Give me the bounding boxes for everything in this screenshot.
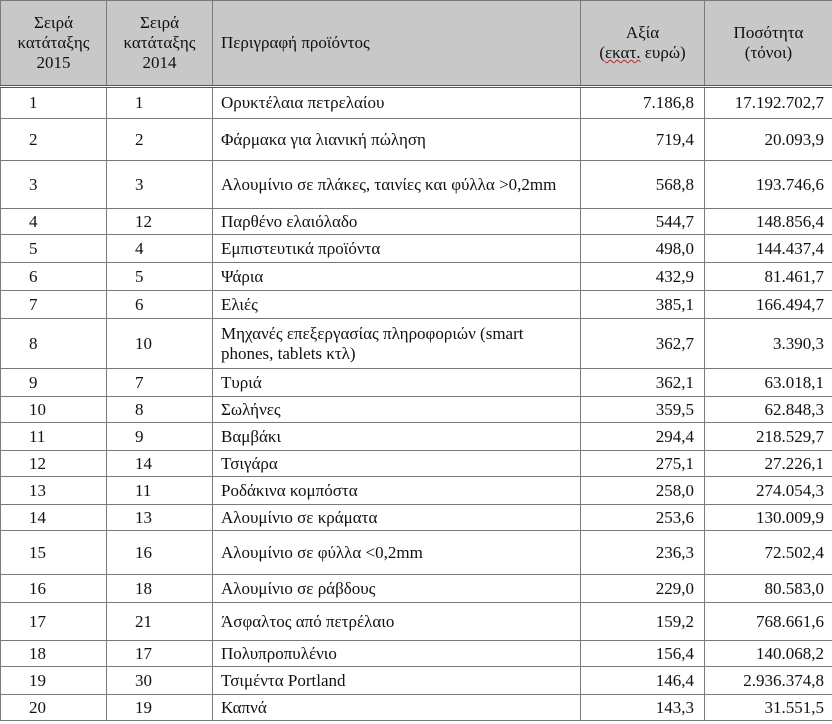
quantity-cell: 274.054,3 bbox=[705, 477, 832, 505]
table-row bbox=[1, 161, 832, 209]
rank-2014-cell: 14 bbox=[107, 451, 213, 477]
rank-2015-cell: 2 bbox=[1, 119, 107, 161]
header-value: Αξία (εκατ. ευρώ) bbox=[581, 1, 705, 87]
quantity-cell: 193.746,6 bbox=[705, 161, 832, 209]
rank-2014-cell: 4 bbox=[107, 235, 213, 263]
rank-2014-cell: 9 bbox=[107, 423, 213, 451]
rank-2014-cell: 8 bbox=[107, 397, 213, 423]
rank-2015-cell: 12 bbox=[1, 451, 107, 477]
table-row bbox=[1, 369, 832, 397]
rank-2014-cell: 17 bbox=[107, 641, 213, 667]
product-description-cell: Αλουμίνιο σε πλάκες, ταινίες και φύλλα >0,2mm bbox=[213, 161, 581, 209]
quantity-cell: 768.661,6 bbox=[705, 603, 832, 641]
product-description-cell: Εμπιστευτικά προϊόντα bbox=[213, 235, 581, 263]
quantity-cell: 31.551,5 bbox=[705, 695, 832, 721]
value-cell: 498,0 bbox=[581, 235, 705, 263]
table-row bbox=[1, 505, 832, 531]
value-cell: 146,4 bbox=[581, 667, 705, 695]
product-description-cell: Αλουμίνιο σε κράματα bbox=[213, 505, 581, 531]
product-description-cell: Ροδάκινα κομπόστα bbox=[213, 477, 581, 505]
value-cell: 719,4 bbox=[581, 119, 705, 161]
quantity-cell: 144.437,4 bbox=[705, 235, 832, 263]
value-cell: 432,9 bbox=[581, 263, 705, 291]
rank-2015-cell: 14 bbox=[1, 505, 107, 531]
rank-2014-cell: 3 bbox=[107, 161, 213, 209]
table-row bbox=[1, 119, 832, 161]
product-description-cell: Φάρμακα για λιανική πώληση bbox=[213, 119, 581, 161]
table-body bbox=[1, 87, 832, 721]
value-cell: 568,8 bbox=[581, 161, 705, 209]
header-quantity: Ποσότητα (τόνοι) bbox=[705, 1, 832, 87]
table-row bbox=[1, 531, 832, 575]
value-cell: 258,0 bbox=[581, 477, 705, 505]
value-cell: 236,3 bbox=[581, 531, 705, 575]
value-cell: 385,1 bbox=[581, 291, 705, 319]
table-header bbox=[1, 1, 832, 87]
rank-2015-cell: 5 bbox=[1, 235, 107, 263]
product-description-cell: Αλουμίνιο σε φύλλα <0,2mm bbox=[213, 531, 581, 575]
rank-2014-cell: 10 bbox=[107, 319, 213, 369]
table-row bbox=[1, 291, 832, 319]
quantity-cell: 3.390,3 bbox=[705, 319, 832, 369]
product-description-cell: Ορυκτέλαια πετρελαίου bbox=[213, 87, 581, 119]
table-row bbox=[1, 575, 832, 603]
table-row bbox=[1, 695, 832, 721]
value-cell: 159,2 bbox=[581, 603, 705, 641]
rank-2015-cell: 19 bbox=[1, 667, 107, 695]
value-cell: 544,7 bbox=[581, 209, 705, 235]
rank-2014-cell: 19 bbox=[107, 695, 213, 721]
quantity-cell: 62.848,3 bbox=[705, 397, 832, 423]
quantity-cell: 2.936.374,8 bbox=[705, 667, 832, 695]
rank-2014-cell: 16 bbox=[107, 531, 213, 575]
quantity-cell: 80.583,0 bbox=[705, 575, 832, 603]
rank-2015-cell: 20 bbox=[1, 695, 107, 721]
rank-2015-cell: 1 bbox=[1, 87, 107, 119]
product-description-cell: Σωλήνες bbox=[213, 397, 581, 423]
rank-2015-cell: 17 bbox=[1, 603, 107, 641]
product-description-cell: Μηχανές επεξεργασίας πληροφοριών (smart phones, tablets κτλ) bbox=[213, 319, 581, 369]
value-cell: 7.186,8 bbox=[581, 87, 705, 119]
product-description-cell: Άσφαλτος από πετρέλαιο bbox=[213, 603, 581, 641]
table-row bbox=[1, 263, 832, 291]
rank-2015-cell: 13 bbox=[1, 477, 107, 505]
quantity-cell: 166.494,7 bbox=[705, 291, 832, 319]
rank-2014-cell: 6 bbox=[107, 291, 213, 319]
table-row bbox=[1, 235, 832, 263]
product-description-cell: Αλουμίνιο σε ράβδους bbox=[213, 575, 581, 603]
product-description-cell: Βαμβάκι bbox=[213, 423, 581, 451]
rank-2015-cell: 15 bbox=[1, 531, 107, 575]
quantity-cell: 20.093,9 bbox=[705, 119, 832, 161]
quantity-cell: 63.018,1 bbox=[705, 369, 832, 397]
value-cell: 253,6 bbox=[581, 505, 705, 531]
quantity-cell: 27.226,1 bbox=[705, 451, 832, 477]
product-description-cell: Καπνά bbox=[213, 695, 581, 721]
quantity-cell: 81.461,7 bbox=[705, 263, 832, 291]
rank-2015-cell: 7 bbox=[1, 291, 107, 319]
product-description-cell: Πολυπροπυλένιο bbox=[213, 641, 581, 667]
quantity-cell: 130.009,9 bbox=[705, 505, 832, 531]
value-cell: 229,0 bbox=[581, 575, 705, 603]
table-row bbox=[1, 397, 832, 423]
quantity-cell: 218.529,7 bbox=[705, 423, 832, 451]
product-description-cell: Τυριά bbox=[213, 369, 581, 397]
table-row bbox=[1, 319, 832, 369]
rank-2015-cell: 3 bbox=[1, 161, 107, 209]
table-row bbox=[1, 641, 832, 667]
quantity-cell: 72.502,4 bbox=[705, 531, 832, 575]
rank-2014-cell: 7 bbox=[107, 369, 213, 397]
table-row bbox=[1, 603, 832, 641]
header-rank-2015: Σειρά κατάταξης 2015 bbox=[1, 1, 107, 87]
rank-2014-cell: 21 bbox=[107, 603, 213, 641]
table-row bbox=[1, 451, 832, 477]
table-row bbox=[1, 667, 832, 695]
rank-2014-cell: 11 bbox=[107, 477, 213, 505]
header-rank-2014: Σειρά κατάταξης 2014 bbox=[107, 1, 213, 87]
rank-2015-cell: 9 bbox=[1, 369, 107, 397]
value-cell: 143,3 bbox=[581, 695, 705, 721]
rank-2015-cell: 4 bbox=[1, 209, 107, 235]
header-description: Περιγραφή προϊόντος bbox=[213, 1, 581, 87]
rank-2015-cell: 11 bbox=[1, 423, 107, 451]
value-cell: 362,1 bbox=[581, 369, 705, 397]
rank-2014-cell: 13 bbox=[107, 505, 213, 531]
product-description-cell: Ψάρια bbox=[213, 263, 581, 291]
table-row bbox=[1, 423, 832, 451]
rank-2014-cell: 1 bbox=[107, 87, 213, 119]
value-cell: 359,5 bbox=[581, 397, 705, 423]
quantity-cell: 17.192.702,7 bbox=[705, 87, 832, 119]
value-cell: 362,7 bbox=[581, 319, 705, 369]
product-description-cell: Παρθένο ελαιόλαδο bbox=[213, 209, 581, 235]
quantity-cell: 140.068,2 bbox=[705, 641, 832, 667]
value-cell: 294,4 bbox=[581, 423, 705, 451]
table-row bbox=[1, 477, 832, 505]
rank-2015-cell: 8 bbox=[1, 319, 107, 369]
value-cell: 156,4 bbox=[581, 641, 705, 667]
rank-2015-cell: 10 bbox=[1, 397, 107, 423]
table-row bbox=[1, 87, 832, 119]
product-description-cell: Ελιές bbox=[213, 291, 581, 319]
table-row bbox=[1, 209, 832, 235]
rank-2014-cell: 5 bbox=[107, 263, 213, 291]
rank-2014-cell: 18 bbox=[107, 575, 213, 603]
product-description-cell: Τσιγάρα bbox=[213, 451, 581, 477]
quantity-cell: 148.856,4 bbox=[705, 209, 832, 235]
rank-2014-cell: 2 bbox=[107, 119, 213, 161]
rank-2014-cell: 12 bbox=[107, 209, 213, 235]
rank-2015-cell: 16 bbox=[1, 575, 107, 603]
rank-2015-cell: 6 bbox=[1, 263, 107, 291]
value-cell: 275,1 bbox=[581, 451, 705, 477]
rank-2015-cell: 18 bbox=[1, 641, 107, 667]
product-description-cell: Τσιμέντα Portland bbox=[213, 667, 581, 695]
rank-2014-cell: 30 bbox=[107, 667, 213, 695]
